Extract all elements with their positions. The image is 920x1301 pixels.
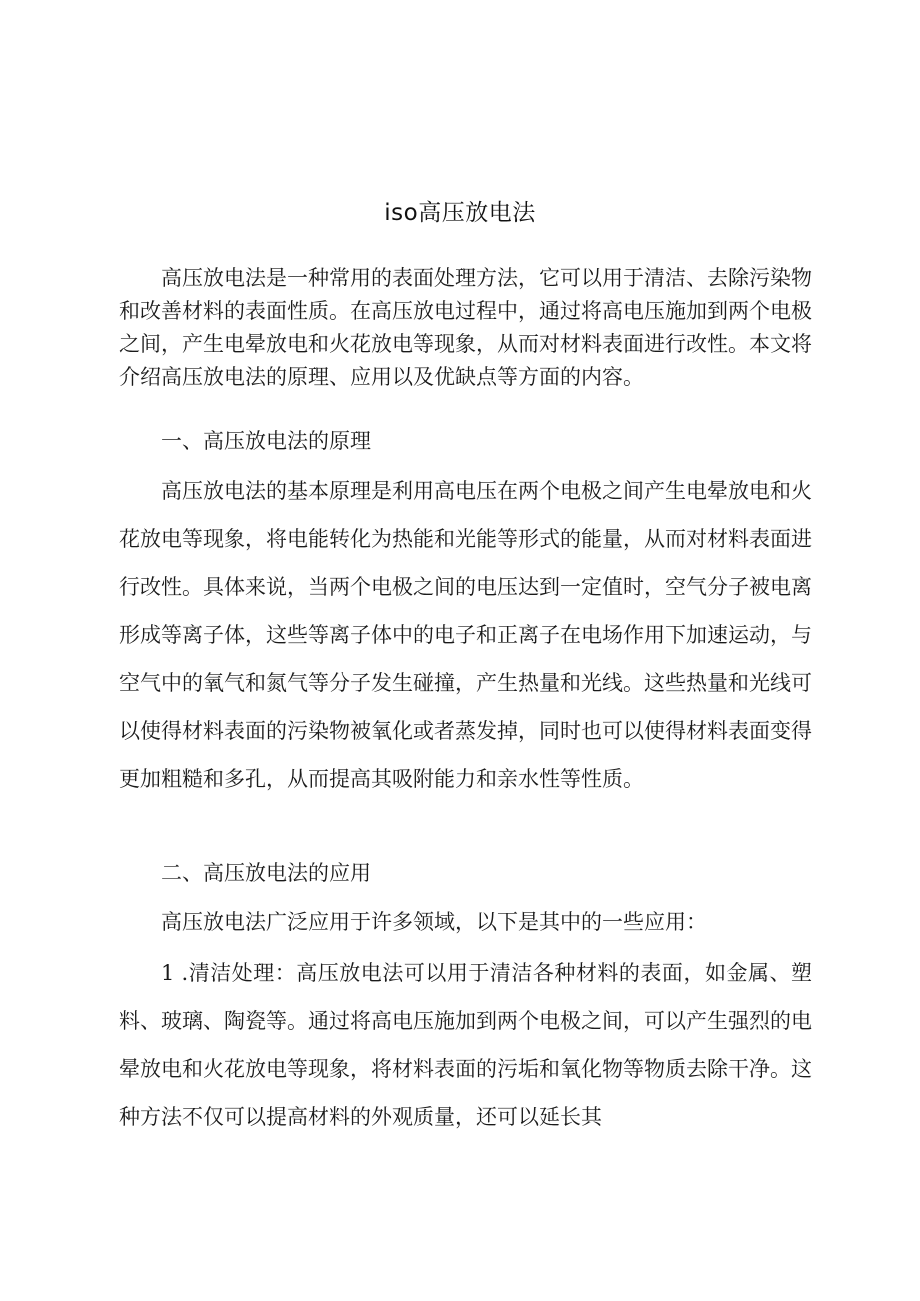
intro-paragraph: 高压放电法是一种常用的表面处理方法，它可以用于清洁、去除污染物和改善材料的表面性质。在高压放电过程中，通过将高电压施加到两个电极之间，产生电晕放电和火花放电等现象，从而对材料表面进行改性。本文将介绍高压放电法的原理、应用以及优缺点等方面的内容。 xyxy=(119,266,812,389)
section-1-heading: 一、高压放电法的原理 xyxy=(161,429,371,453)
section-2-lead: 高压放电法广泛应用于许多领域，以下是其中的一些应用： xyxy=(161,910,707,934)
document-title: iso高压放电法 xyxy=(384,200,536,226)
section-2-heading: 二、高压放电法的应用 xyxy=(161,861,371,885)
application-item-1: 1 .清洁处理：高压放电法可以用于清洁各种材料的表面，如金属、塑料、玻璃、陶瓷等。通过将高电压施加到两个电极之间，可以产生强烈的电晕放电和火花放电等现象，将材料表面的污垢和氧化物等物质去除干净。这种方法不仅可以提高材料的外观质量，还可以延长其 xyxy=(119,961,812,1129)
section-1-body: 高压放电法的基本原理是利用高电压在两个电极之间产生电晕放电和火花放电等现象，将电能转化为热能和光能等形式的能量，从而对材料表面进行改性。具体来说，当两个电极之间的电压达到一定值时，空气分子被电离形成等离子体，这些等离子体中的电子和正离子在电场作用下加速运动，与空气中的氧气和氮气等分子发生碰撞，产生热量和光线。这些热量和光线可以使得材料表面的污染物被氧化或者蒸发掉，同时也可以使得材料表面变得更加粗糙和多孔，从而提高其吸附能力和亲水性等性质。 xyxy=(119,479,812,791)
